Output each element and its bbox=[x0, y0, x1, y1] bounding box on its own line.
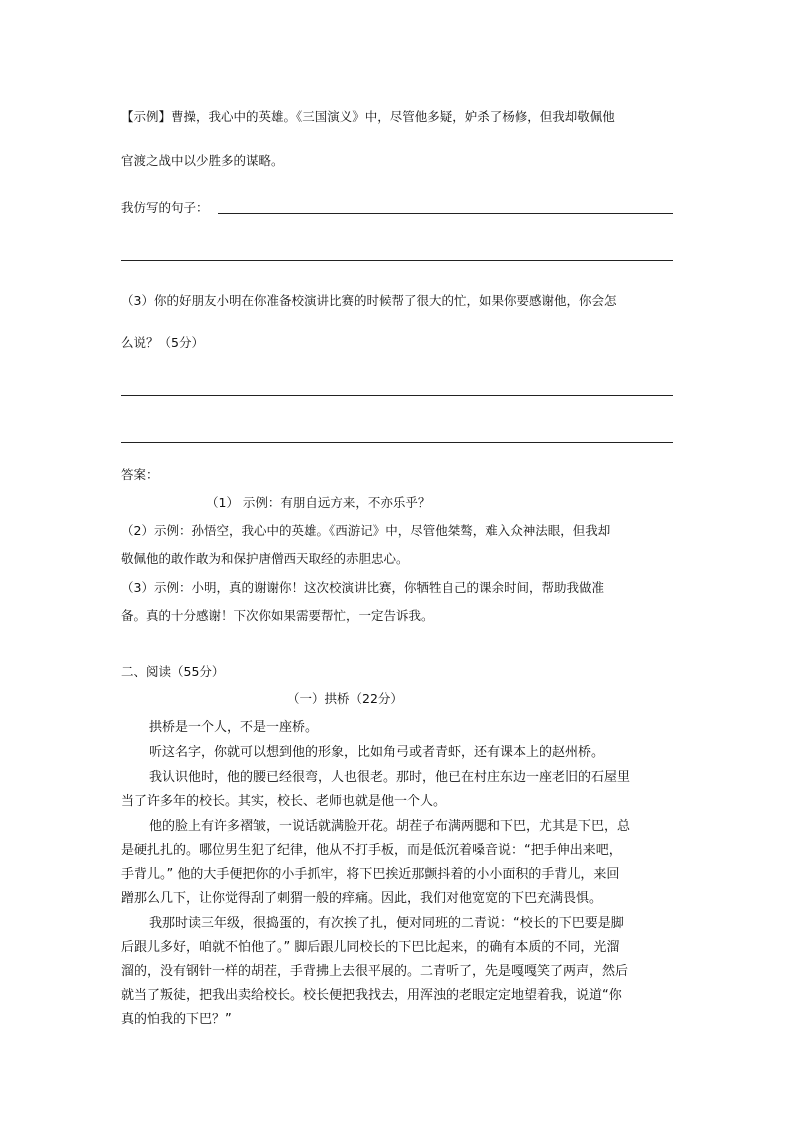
passage-line: 我那时读三年级，很捣蛋的，有次挨了扎，便对同班的二青说：“校长的下巴要是脚 bbox=[149, 916, 624, 931]
answer-blank-line[interactable] bbox=[218, 213, 673, 214]
passage-line: 我认识他时，他的腰已经很弯，人也很老。那时，他已在村庄东边一座老旧的石屋里 bbox=[149, 770, 631, 785]
answer-3-line-1: （3）示例：小明，真的谢谢你！这次校演讲比赛，你牺牲自己的课余时间，帮助我做准 bbox=[121, 580, 604, 595]
answer-blank-line[interactable] bbox=[121, 395, 673, 396]
answers-title: 答案： bbox=[121, 467, 159, 482]
passage-line: 溜的，没有钢针一样的胡茬，手背拂上去很平展的。二青听了，先是嘎嘎笑了两声，然后 bbox=[121, 964, 629, 979]
imitation-label: 我仿写的句子： bbox=[121, 200, 209, 215]
passage-line: 就当了叛徒，把我出卖给校长。校长便把我找去，用浑浊的老眼定定地望着我，说道“你 bbox=[121, 988, 622, 1003]
passage-line: 当了许多年的校长。其实，校长、老师也就是他一个人。 bbox=[121, 794, 447, 809]
passage-line: 他的脸上有许多褶皱，一说话就满脸开花。胡茬子布满两腮和下巴，尤其是下巴，总 bbox=[149, 819, 631, 834]
example-line-1: 【示例】曹操，我心中的英雄。《三国演义》中，尽管他多疑，妒杀了杨修，但我却敬佩他 bbox=[121, 109, 615, 124]
question-3-line-2: 么说？（5分） bbox=[121, 335, 204, 350]
passage-line: 是硬扎扎的。哪位男生犯了纪律，他从不打手板，而是低沉着嗓音说：“把手伸出来吧， bbox=[121, 843, 622, 858]
answer-2-line-1: （2）示例：孙悟空，我心中的英雄。《西游记》中，尽管他桀骜，难入众神法眼，但我却 bbox=[121, 523, 611, 538]
question-3-line-1: （3）你的好朋友小明在你准备校演讲比赛的时候帮了很大的忙，如果你要感谢他，你会怎 bbox=[121, 293, 617, 308]
passage-line: 真的怕我的下巴？” bbox=[121, 1012, 232, 1027]
passage-line: 后跟儿多好，咱就不怕他了。” 脚后跟儿同校长的下巴比起来，的确有本质的不同，光溜 bbox=[121, 940, 620, 955]
section-2-title: 二、阅读（55分） bbox=[121, 664, 225, 679]
answer-3-line-2: 备。真的十分感谢！下次你如果需要帮忙，一定告诉我。 bbox=[121, 608, 434, 623]
example-line-2: 官渡之战中以少胜多的谋略。 bbox=[121, 153, 284, 168]
passage-line: 蹭那么几下，让你觉得刮了刺猬一般的痒痛。因此，我们对他宽宽的下巴充满畏惧。 bbox=[121, 891, 603, 906]
answer-1: （1） 示例：有朋自远方来，不亦乐乎？ bbox=[206, 495, 431, 510]
passage-line: 拱桥是一个人，不是一座桥。 bbox=[149, 720, 319, 735]
passage-line: 听这名字，你就可以想到他的形象，比如角弓或者青虾，还有课本上的赵州桥。 bbox=[149, 745, 605, 760]
passage-line: 手背儿。” 他的大手便把你的小手抓牢，将下巴挨近那颤抖着的小小面积的手背儿，来回 bbox=[121, 867, 620, 882]
answer-2-line-2: 敬佩他的敢作敢为和保护唐僧西天取经的赤胆忠心。 bbox=[121, 551, 409, 566]
answer-blank-line[interactable] bbox=[121, 442, 673, 443]
passage-title: （一）拱桥（22分） bbox=[287, 691, 403, 706]
answer-blank-line[interactable] bbox=[121, 260, 673, 261]
